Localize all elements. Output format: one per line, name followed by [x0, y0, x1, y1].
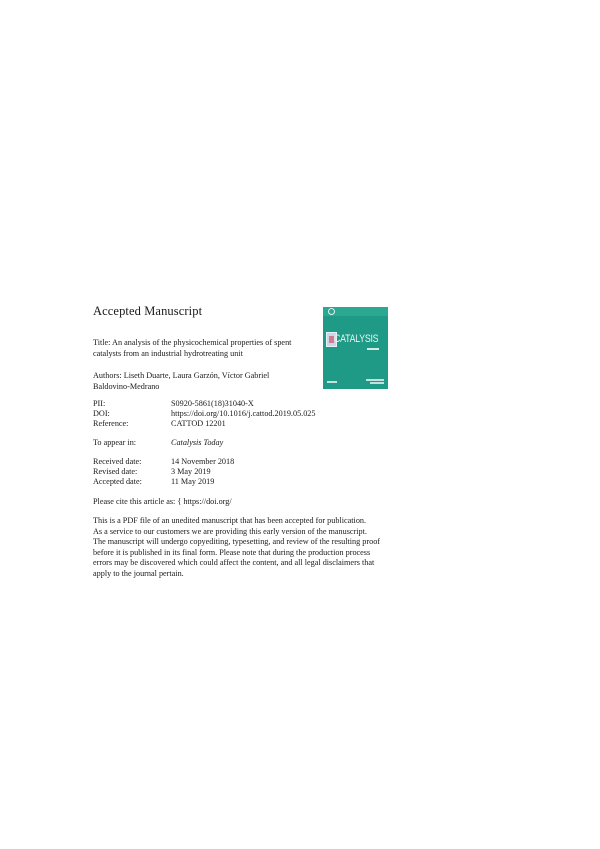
cover-footer-mark: [370, 382, 384, 384]
cover-journal-title: CATALYSIS: [334, 333, 379, 345]
cover-header-band: [323, 307, 388, 316]
received-date-value: 14 November 2018: [171, 457, 235, 466]
article-title-line-2: catalysts from an industrial hydrotreating unit: [93, 349, 243, 358]
reference-value: CATTOD 12201: [171, 419, 226, 428]
pii-label: PII:: [93, 399, 106, 408]
received-date-label: Received date:: [93, 457, 142, 466]
journal-name: Catalysis Today: [171, 438, 224, 447]
journal-cover-image: [323, 307, 388, 389]
accepted-date-value: 11 May 2019: [171, 477, 215, 486]
revised-date-label: Revised date:: [93, 467, 138, 476]
notice-line: before it is published in its final form. Please note that during the production process: [93, 547, 371, 557]
cover-footer-mark: [366, 379, 384, 381]
notice-line: apply to the journal pertain.: [93, 568, 184, 578]
early-version-notice: [93, 516, 391, 580]
article-title-line-1: Title: An analysis of the physicochemical properties of spent: [93, 338, 292, 347]
publisher-logo-icon: [328, 308, 335, 315]
notice-line: As a service to our customers we are providing this early version of the manuscript.: [93, 526, 367, 536]
doi-label: DOI:: [93, 409, 110, 418]
cover-subtitle-mark: [367, 348, 379, 350]
accepted-date-label: Accepted date:: [93, 477, 142, 486]
notice-line: This is a PDF file of an unedited manuscript that has been accepted for publication.: [93, 516, 367, 525]
notice-line: The manuscript will undergo copyediting, typesetting, and review of the resulting proof: [93, 537, 381, 547]
cover-footer: [327, 379, 384, 385]
accepted-manuscript-heading: Accepted Manuscript: [93, 304, 203, 318]
article-title: [93, 337, 318, 359]
article-authors: [93, 370, 318, 392]
appear-in-label: To appear in:: [93, 438, 137, 447]
cover-footer-mark: [327, 381, 337, 383]
article-authors-line-2: Baldovino-Medrano: [93, 382, 160, 391]
reference-label: Reference:: [93, 419, 129, 428]
revised-date-value: 3 May 2019: [171, 467, 211, 476]
notice-line: errors may be discovered which could affect the content, and all legal disclaimers that: [93, 558, 375, 568]
doi-link[interactable]: https://doi.org/10.1016/j.cattod.2019.05.025: [171, 409, 316, 418]
article-authors-line-1: Authors: Liseth Duarte, Laura Garzón, Víctor Gabriel: [93, 371, 270, 380]
pii-value: S0920-5861(18)31040-X: [171, 399, 254, 408]
citation-instruction: Please cite this article as: { https://doi.org/: [93, 497, 232, 506]
